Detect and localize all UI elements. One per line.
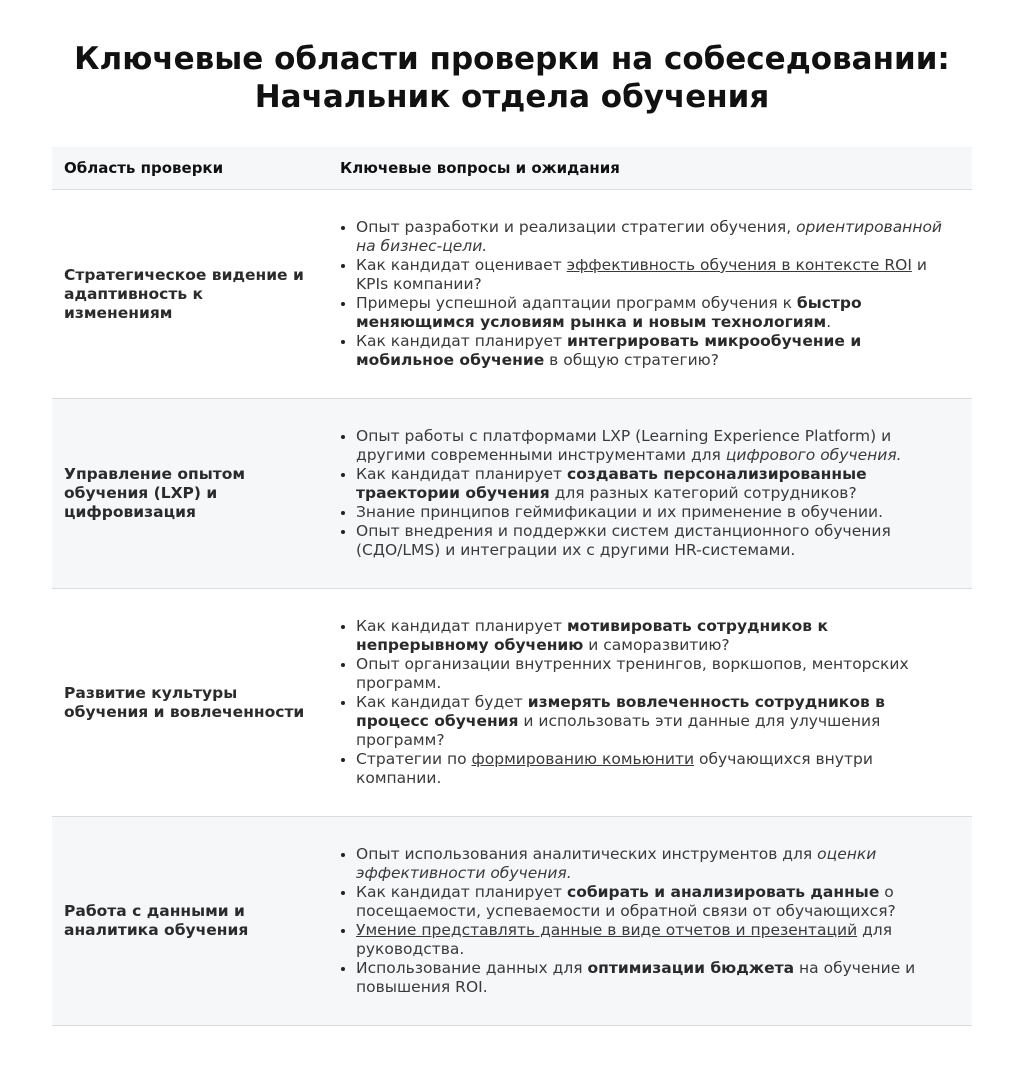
table-row — [52, 190, 972, 399]
question-list — [344, 218, 960, 370]
question-item: • Как кандидат планирует интегрировать микрообучение и мобильное обучение в общую стратегию? — [356, 332, 960, 370]
row-questions — [328, 589, 972, 817]
underlined-emphasis: формированию комьюнити — [471, 750, 695, 768]
row-questions — [328, 190, 972, 399]
italic-emphasis: оценки эффективности обучения. — [356, 845, 877, 882]
question-item: • Опыт организации внутренних тренингов, воркшопов, менторских программ. — [356, 655, 960, 693]
question-item: • Как кандидат будет измерять вовлеченность сотрудников в процесс обучения и использовать эти данные для улучшения программ? — [356, 693, 960, 750]
question-item: • Как кандидат планирует собирать и анализировать данные о посещаемости, успеваемости и обратной связи от обучающихся? — [356, 883, 960, 921]
italic-emphasis: ориентированной на бизнес-цели. — [356, 218, 943, 255]
bold-emphasis: оптимизации бюджета — [587, 959, 795, 977]
table-row — [52, 399, 972, 589]
italic-emphasis: цифрового обучения. — [725, 446, 902, 464]
row-area: Развитие культуры обучения и вовлеченности — [52, 589, 328, 817]
page-title — [0, 0, 1024, 116]
underlined-emphasis: эффективность обучения в контексте ROI — [566, 256, 912, 274]
question-list — [344, 427, 960, 560]
row-area: Работа с данными и аналитика обучения — [52, 817, 328, 1026]
question-item: • Знание принципов геймификации и их применение в обучении. — [356, 503, 960, 522]
title-line-2: Начальник отдела обучения — [254, 79, 770, 115]
question-item: • Примеры успешной адаптации программ обучения к быстро меняющимся условиям рынка и новым технологиям. — [356, 294, 960, 332]
bold-emphasis: интегрировать микрообучение и мобильное обучение — [356, 332, 862, 369]
table-header-row — [52, 147, 972, 190]
question-list — [344, 617, 960, 788]
question-item: • Как кандидат планирует создавать персонализированные траектории обучения для разных категорий сотрудников? — [356, 465, 960, 503]
question-list — [344, 845, 960, 997]
bold-emphasis: создавать персонализированные траектории обучения — [356, 465, 867, 502]
question-item: • Опыт разработки и реализации стратегии обучения, ориентированной на бизнес-цели. — [356, 218, 960, 256]
bold-emphasis: измерять вовлеченность сотрудников в процесс обучения — [356, 693, 885, 730]
bold-emphasis: собирать и анализировать данные — [567, 883, 880, 901]
row-area: Стратегическое видение и адаптивность к изменениям — [52, 190, 328, 399]
question-item: • Умение представлять данные в виде отчетов и презентаций для руководства. — [356, 921, 960, 959]
header-questions: Ключевые вопросы и ожидания — [328, 147, 972, 190]
question-item: • Как кандидат оценивает эффективность обучения в контексте ROI и KPIs компании? — [356, 256, 960, 294]
title-line-1: Ключевые области проверки на собеседовании: — [74, 41, 950, 77]
question-item: • Опыт использования аналитических инструментов для оценки эффективности обучения. — [356, 845, 960, 883]
table-row — [52, 589, 972, 817]
row-questions — [328, 817, 972, 1026]
question-item: • Опыт внедрения и поддержки систем дистанционного обучения (СДО/LMS) и интеграции их с другими HR-системами. — [356, 522, 960, 560]
bold-emphasis: быстро меняющимся условиям рынка и новым технологиям — [356, 294, 862, 331]
row-questions — [328, 399, 972, 589]
question-item: • Стратегии по формированию комьюнити обучающихся внутри компании. — [356, 750, 960, 788]
question-item: • Как кандидат планирует мотивировать сотрудников к непрерывному обучению и саморазвитию? — [356, 617, 960, 655]
question-item: • Опыт работы с платформами LXP (Learning Experience Platform) и другими современными инструментами для цифрового обучения. — [356, 427, 960, 465]
bold-emphasis: мотивировать сотрудников к непрерывному обучению — [356, 617, 829, 654]
table-row — [52, 817, 972, 1026]
header-area: Область проверки — [52, 147, 328, 190]
question-item: • Использование данных для оптимизации бюджета на обучение и повышения ROI. — [356, 959, 960, 997]
underlined-emphasis: Умение представлять данные в виде отчетов и презентаций — [356, 921, 858, 939]
interview-areas-table — [52, 147, 972, 1026]
row-area: Управление опытом обучения (LXP) и цифровизация — [52, 399, 328, 589]
